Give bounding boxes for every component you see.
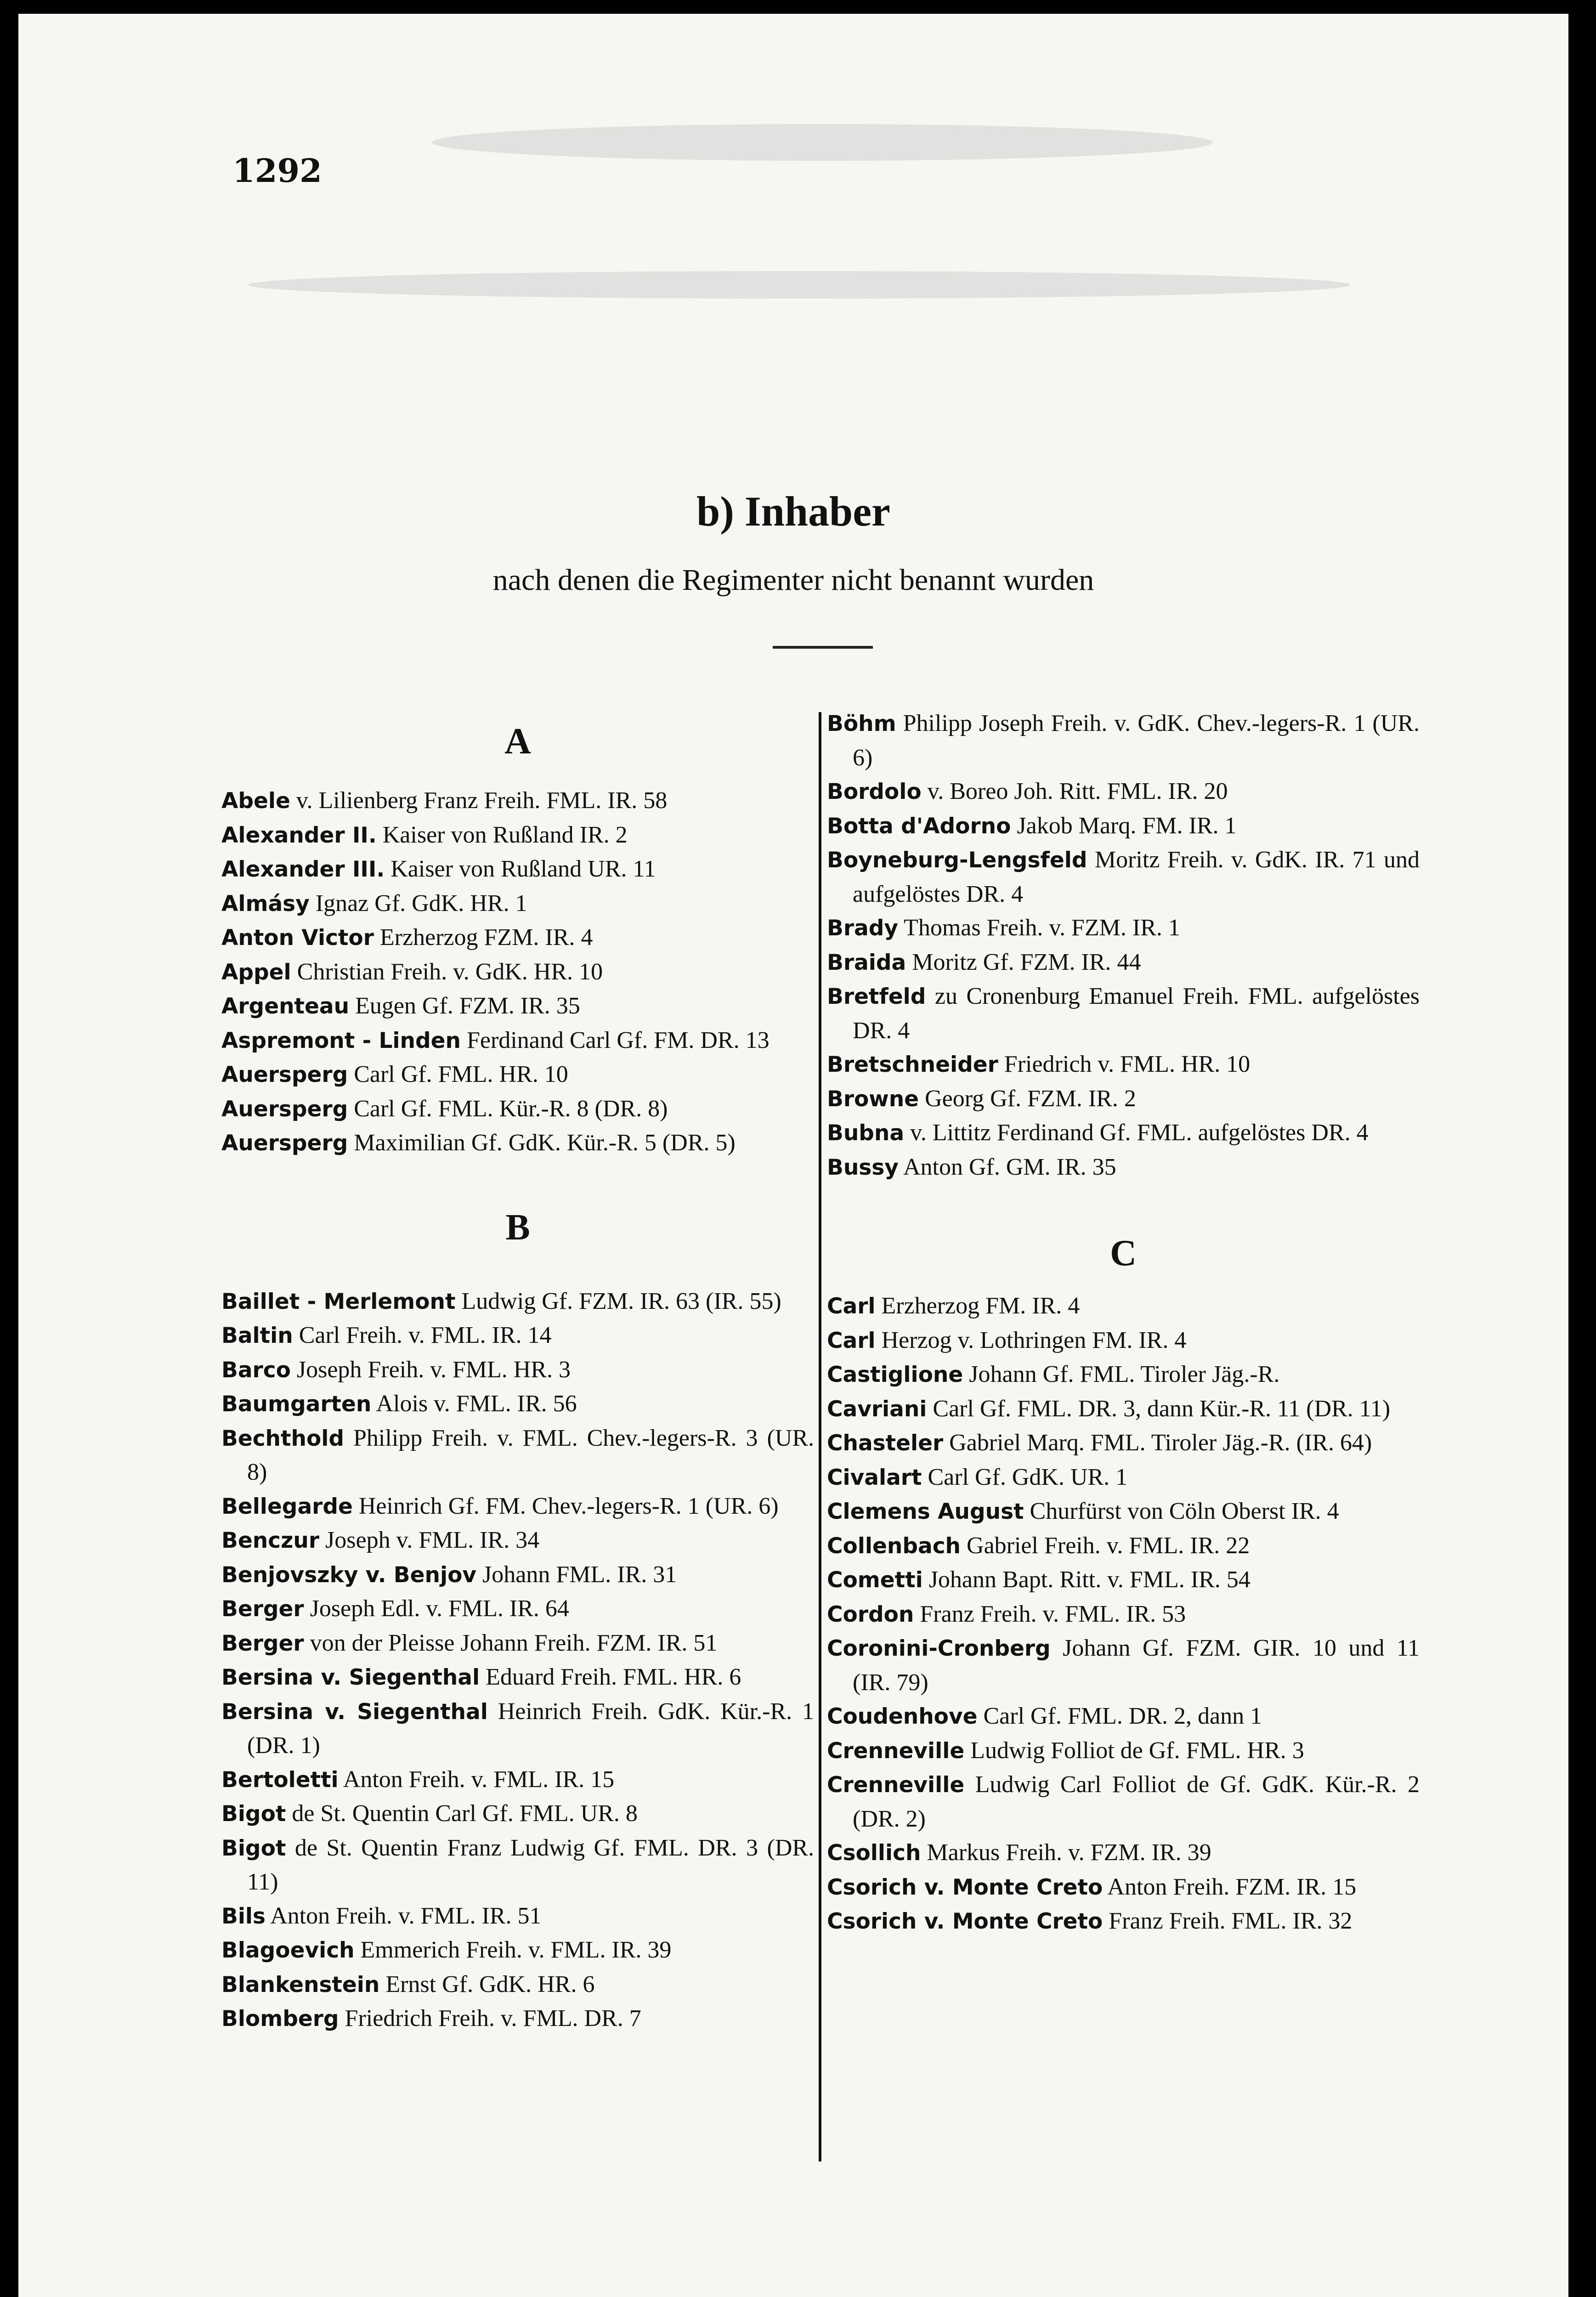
entry-name: Benczur bbox=[221, 1528, 320, 1553]
entry-text: Moritz Freih. v. GdK. IR. 71 und aufgelöstes DR. 4 bbox=[853, 847, 1420, 907]
section-entries bbox=[221, 784, 814, 1160]
list-item bbox=[827, 1289, 1420, 1324]
entry-name: Crenneville bbox=[827, 1738, 965, 1764]
entry-name: Alexander III. bbox=[221, 857, 385, 882]
entry-text: v. Boreo Joh. Ritt. FML. IR. 20 bbox=[921, 778, 1228, 804]
entry-text: Ludwig Carl Folliot de Gf. GdK. Kür.-R. 2 (DR. 2) bbox=[853, 1771, 1420, 1832]
entry-text: Kaiser von Rußland UR. 11 bbox=[385, 856, 656, 882]
entry-text: Heinrich Freih. GdK. Kür.-R. 1 (DR. 1) bbox=[247, 1698, 814, 1759]
entry-name: Bubna bbox=[827, 1120, 905, 1146]
entry-text: Ludwig Gf. FZM. IR. 63 (IR. 55) bbox=[455, 1288, 781, 1314]
entry-text: Emmerich Freih. v. FML. IR. 39 bbox=[354, 1937, 672, 1963]
entry-name: Berger bbox=[221, 1596, 304, 1622]
left-column bbox=[221, 717, 814, 2036]
list-item bbox=[221, 1558, 814, 1592]
entry-text: Churfürst von Cöln Oberst IR. 4 bbox=[1024, 1498, 1339, 1524]
list-item bbox=[827, 1904, 1420, 1939]
entry-name: Baltin bbox=[221, 1323, 293, 1348]
entry-name: Blagoevich bbox=[221, 1938, 355, 1963]
title-divider bbox=[773, 646, 873, 649]
entry-text: v. Littitz Ferdinand Gf. FML. aufgelöstes DR. 4 bbox=[904, 1120, 1369, 1146]
list-item bbox=[827, 843, 1420, 911]
section-entries bbox=[221, 1284, 814, 2036]
entry-text: Carl Freih. v. FML. IR. 14 bbox=[293, 1322, 552, 1348]
list-item bbox=[827, 911, 1420, 945]
entry-text: Markus Freih. v. FZM. IR. 39 bbox=[921, 1839, 1211, 1866]
entry-name: Crenneville bbox=[827, 1772, 965, 1798]
list-item bbox=[221, 1126, 814, 1160]
list-item bbox=[221, 1968, 814, 2002]
list-item bbox=[827, 1324, 1420, 1358]
entry-text: Joseph Freih. v. FML. HR. 3 bbox=[290, 1356, 571, 1383]
entry-text: Friedrich v. FML. HR. 10 bbox=[998, 1051, 1251, 1077]
list-item bbox=[827, 1047, 1420, 1082]
section-letter: C bbox=[1110, 1233, 1137, 1273]
entry-text: de St. Quentin Carl Gf. FML. UR. 8 bbox=[286, 1800, 638, 1827]
entry-name: Csorich v. Monte Creto bbox=[827, 1874, 1103, 1900]
entry-name: Botta d'Adorno bbox=[827, 813, 1011, 839]
entry-name: Bretschneider bbox=[827, 1052, 998, 1077]
entry-text: Anton Freih. v. FML. IR. 51 bbox=[266, 1902, 542, 1929]
section-entries bbox=[827, 1289, 1420, 1939]
list-item bbox=[827, 809, 1420, 843]
entry-name: Cordon bbox=[827, 1601, 914, 1627]
entry-name: Carl bbox=[827, 1294, 876, 1319]
list-item bbox=[827, 1631, 1420, 1699]
entry-name: Clemens August bbox=[827, 1499, 1024, 1524]
entry-text: Ferdinand Carl Gf. FM. DR. 13 bbox=[460, 1027, 770, 1053]
list-item bbox=[827, 1597, 1420, 1632]
entry-name: Abele bbox=[221, 788, 290, 814]
entry-name: Cavriani bbox=[827, 1396, 927, 1422]
page-number: 1292 bbox=[232, 152, 322, 190]
list-item bbox=[221, 1024, 814, 1058]
entry-name: Cometti bbox=[827, 1567, 923, 1593]
entry-name: Almásy bbox=[221, 891, 310, 917]
entry-text: Franz Freih. v. FML. IR. 53 bbox=[914, 1601, 1186, 1627]
entry-text: von der Pleisse Johann Freih. FZM. IR. 51 bbox=[304, 1629, 718, 1656]
entry-name: Csollich bbox=[827, 1840, 921, 1866]
entry-text: zu Cronenburg Emanuel Freih. FML. aufgelöstes DR. 4 bbox=[853, 983, 1420, 1044]
entry-text: Franz Freih. FML. IR. 32 bbox=[1103, 1908, 1353, 1934]
entry-name: Blomberg bbox=[221, 2006, 339, 2031]
entry-text: Heinrich Gf. FM. Chev.-legers-R. 1 (UR. 6) bbox=[352, 1493, 779, 1519]
entry-text: Thomas Freih. v. FZM. IR. 1 bbox=[898, 915, 1180, 941]
entry-name: Chasteler bbox=[827, 1431, 944, 1456]
list-item bbox=[221, 1899, 814, 1934]
entry-text: Alois v. FML. IR. 56 bbox=[371, 1391, 577, 1417]
entry-text: Moritz Gf. FZM. IR. 44 bbox=[906, 949, 1141, 975]
entry-name: Bussy bbox=[827, 1154, 899, 1180]
entry-text: de St. Quentin Franz Ludwig Gf. FML. DR. 3 (DR. 11) bbox=[247, 1834, 814, 1895]
entry-name: Anton Victor bbox=[221, 925, 374, 950]
book-page bbox=[18, 14, 1568, 2297]
section-letter: B bbox=[505, 1207, 530, 1248]
list-item bbox=[827, 1116, 1420, 1150]
entry-name: Baillet - Merlemont bbox=[221, 1289, 456, 1314]
list-item bbox=[827, 707, 1420, 775]
list-item bbox=[221, 1421, 814, 1489]
list-item bbox=[221, 887, 814, 921]
entry-name: Alexander II. bbox=[221, 822, 377, 848]
page-title: b) Inhaber bbox=[696, 488, 890, 535]
entry-name: Berger bbox=[221, 1630, 304, 1656]
entry-text: Herzog v. Lothringen FM. IR. 4 bbox=[875, 1327, 1187, 1353]
list-item bbox=[827, 775, 1420, 809]
list-item bbox=[221, 1523, 814, 1558]
entry-text: v. Lilienberg Franz Freih. FML. IR. 58 bbox=[290, 787, 668, 814]
list-item bbox=[221, 2002, 814, 2036]
entry-text: Maximilian Gf. GdK. Kür.-R. 5 (DR. 5) bbox=[348, 1130, 736, 1156]
entry-name: Bordolo bbox=[827, 779, 922, 804]
entry-text: Johann FML. IR. 31 bbox=[476, 1561, 677, 1588]
list-item bbox=[221, 1318, 814, 1353]
list-item bbox=[827, 1494, 1420, 1529]
list-item bbox=[221, 1092, 814, 1126]
entry-text: Anton Freih. v. FML. IR. 15 bbox=[338, 1766, 615, 1793]
list-item bbox=[221, 1284, 814, 1319]
entry-name: Bersina v. Siegenthal bbox=[221, 1665, 480, 1690]
list-item bbox=[221, 955, 814, 990]
entry-text: Johann Gf. FZM. GIR. 10 und 11 (IR. 79) bbox=[853, 1635, 1420, 1696]
entry-text: Anton Gf. GM. IR. 35 bbox=[898, 1154, 1116, 1180]
entry-name: Bigot bbox=[221, 1835, 286, 1861]
entry-name: Coronini-Cronberg bbox=[827, 1636, 1051, 1661]
entry-text: Jakob Marq. FM. IR. 1 bbox=[1011, 812, 1237, 839]
list-item bbox=[827, 1426, 1420, 1460]
list-item bbox=[221, 1387, 814, 1421]
entry-name: Bellegarde bbox=[221, 1494, 353, 1519]
entry-name: Bigot bbox=[221, 1801, 286, 1827]
list-item bbox=[221, 1353, 814, 1387]
list-item bbox=[827, 945, 1420, 980]
entry-text: Friedrich Freih. v. FML. DR. 7 bbox=[339, 2005, 641, 2031]
list-item bbox=[221, 1933, 814, 1968]
entry-text: Anton Freih. FZM. IR. 15 bbox=[1103, 1873, 1357, 1900]
list-item bbox=[221, 1695, 814, 1763]
entry-name: Bils bbox=[221, 1903, 266, 1929]
right-column bbox=[827, 707, 1420, 1939]
list-item bbox=[827, 1836, 1420, 1870]
entry-name: Boyneburg-Lengsfeld bbox=[827, 848, 1087, 873]
entry-text: Johann Gf. FML. Tiroler Jäg.-R. bbox=[963, 1361, 1280, 1387]
entry-text: Joseph Edl. v. FML. IR. 64 bbox=[304, 1595, 569, 1622]
list-item bbox=[827, 1392, 1420, 1426]
entry-text: Kaiser von Rußland IR. 2 bbox=[376, 821, 628, 848]
list-item bbox=[827, 1460, 1420, 1495]
entry-name: Auersperg bbox=[221, 1096, 348, 1122]
entry-name: Bertoletti bbox=[221, 1767, 339, 1793]
list-item bbox=[827, 1768, 1420, 1836]
section-entries bbox=[827, 707, 1420, 1184]
section-letter: A bbox=[504, 721, 531, 762]
entry-name: Civalart bbox=[827, 1465, 922, 1490]
entry-text: Eduard Freih. FML. HR. 6 bbox=[480, 1664, 741, 1690]
list-item bbox=[827, 1563, 1420, 1597]
entry-text: Carl Gf. GdK. UR. 1 bbox=[922, 1464, 1128, 1490]
entry-name: Brady bbox=[827, 916, 898, 941]
entry-name: Appel bbox=[221, 959, 291, 985]
entry-name: Blankenstein bbox=[221, 1972, 380, 1997]
list-item bbox=[221, 1626, 814, 1661]
list-item bbox=[827, 979, 1420, 1047]
entry-text: Erzherzog FM. IR. 4 bbox=[875, 1293, 1080, 1319]
entry-name: Collenbach bbox=[827, 1533, 961, 1559]
entry-name: Auersperg bbox=[221, 1131, 348, 1156]
entry-text: Carl Gf. FML. HR. 10 bbox=[348, 1061, 568, 1087]
list-item bbox=[827, 1082, 1420, 1116]
column-divider bbox=[819, 712, 821, 2161]
list-item bbox=[221, 1797, 814, 1831]
entry-text: Erzherzog FZM. IR. 4 bbox=[374, 924, 593, 950]
entry-name: Carl bbox=[827, 1328, 876, 1353]
entry-name: Argenteau bbox=[221, 994, 350, 1019]
list-item bbox=[221, 1763, 814, 1797]
list-item bbox=[221, 921, 814, 955]
entry-text: Ludwig Folliot de Gf. FML. HR. 3 bbox=[964, 1737, 1304, 1764]
list-item bbox=[221, 1058, 814, 1092]
entry-name: Csorich v. Monte Creto bbox=[827, 1909, 1103, 1934]
list-item bbox=[827, 1358, 1420, 1392]
entry-name: Bretfeld bbox=[827, 984, 926, 1009]
list-item bbox=[221, 1592, 814, 1626]
entry-text: Eugen Gf. FZM. IR. 35 bbox=[349, 993, 580, 1019]
entry-name: Benjovszky v. Benjov bbox=[221, 1562, 477, 1588]
entry-text: Philipp Freih. v. FML. Chev.-legers-R. 3 (UR. 8) bbox=[247, 1425, 814, 1485]
entry-name: Browne bbox=[827, 1086, 919, 1112]
entry-text: Ignaz Gf. GdK. HR. 1 bbox=[309, 890, 527, 917]
entry-name: Barco bbox=[221, 1357, 291, 1383]
entry-text: Christian Freih. v. GdK. HR. 10 bbox=[291, 958, 603, 985]
entry-name: Coudenhove bbox=[827, 1704, 978, 1729]
entry-text: Gabriel Marq. FML. Tiroler Jäg.-R. (IR. 64) bbox=[943, 1430, 1372, 1456]
page-subtitle: nach denen die Regimenter nicht benannt wurden bbox=[492, 563, 1094, 597]
list-item bbox=[827, 1870, 1420, 1905]
list-item bbox=[221, 1831, 814, 1899]
entry-text: Johann Bapt. Ritt. v. FML. IR. 54 bbox=[923, 1567, 1251, 1593]
list-item bbox=[221, 1660, 814, 1695]
list-item bbox=[221, 784, 814, 818]
list-item bbox=[221, 818, 814, 853]
entry-text: Philipp Joseph Freih. v. GdK. Chev.-legers-R. 1 (UR. 6) bbox=[853, 710, 1420, 771]
page-smudge bbox=[248, 271, 1351, 299]
list-item bbox=[221, 852, 814, 887]
entry-text: Carl Gf. FML. DR. 3, dann Kür.-R. 11 (DR. 11) bbox=[927, 1395, 1391, 1422]
entry-name: Braida bbox=[827, 950, 906, 975]
entry-name: Castiglione bbox=[827, 1362, 963, 1387]
entry-text: Georg Gf. FZM. IR. 2 bbox=[919, 1085, 1136, 1112]
list-item bbox=[221, 1489, 814, 1524]
entry-text: Carl Gf. FML. DR. 2, dann 1 bbox=[977, 1703, 1262, 1729]
entry-text: Gabriel Freih. v. FML. IR. 22 bbox=[961, 1532, 1250, 1559]
list-item bbox=[827, 1529, 1420, 1563]
list-item bbox=[827, 1150, 1420, 1185]
list-item bbox=[221, 989, 814, 1024]
entry-text: Carl Gf. FML. Kür.-R. 8 (DR. 8) bbox=[348, 1095, 668, 1122]
entry-text: Joseph v. FML. IR. 34 bbox=[319, 1527, 540, 1553]
list-item bbox=[827, 1734, 1420, 1768]
list-item bbox=[827, 1699, 1420, 1734]
entry-name: Böhm bbox=[827, 711, 896, 736]
page-smudge bbox=[432, 124, 1213, 161]
entry-name: Bersina v. Siegenthal bbox=[221, 1699, 488, 1725]
entry-name: Auersperg bbox=[221, 1062, 348, 1087]
entry-name: Bechthold bbox=[221, 1426, 344, 1451]
entry-name: Aspremont - Linden bbox=[221, 1028, 461, 1053]
entry-name: Baumgarten bbox=[221, 1392, 372, 1417]
entry-text: Ernst Gf. GdK. HR. 6 bbox=[379, 1971, 595, 1997]
